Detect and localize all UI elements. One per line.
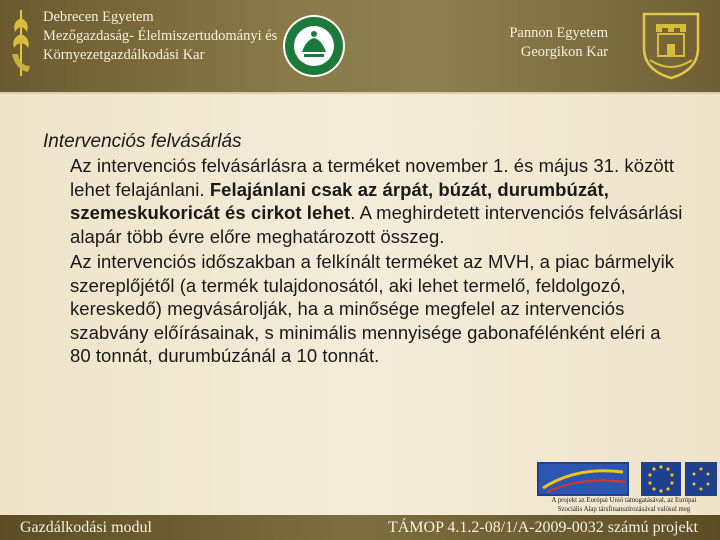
paragraph-1-part-2: . A meghirdetett intervenciós felvásárlási alapár több évre előre meghatározott összeg.: [70, 202, 683, 247]
eu-logos: [537, 462, 717, 496]
footer-band: [0, 515, 720, 540]
debrecen-university-logo: [6, 8, 36, 78]
paragraph-1-bold: Felajánlani csak az árpát, búzát, durumbúzát, szemeskukoricát és cirkot lehet: [70, 178, 609, 223]
uj-magyarorszag-logo: [537, 462, 629, 496]
eu-caption: [530, 497, 718, 514]
right-line-1: Pannon Egyetem: [509, 25, 608, 41]
paragraph-1: [70, 154, 683, 248]
footer-module-name: Gazdálkodási modul: [20, 519, 152, 536]
footer-project-id: TÁMOP 4.1.2-08/1/A-2009-0032 számú projekt: [387, 519, 698, 536]
eu-caption-line-1: A projekt az Európai Unió támogatásával, az Európai: [551, 497, 697, 504]
header-band: [0, 0, 720, 92]
header-divider: [0, 92, 720, 94]
right-institution-text: [509, 24, 608, 62]
left-line-2: Mezőgazdaság- Élelmiszertudományi és: [43, 28, 278, 44]
georgikon-crest-icon: [636, 8, 706, 82]
eu-flag-logo: [641, 462, 681, 496]
left-line-3: Környezetgazdálkodási Kar: [43, 47, 205, 63]
content-area: [43, 130, 683, 368]
esf-flag-logo: [685, 462, 717, 496]
paragraph-2: Az intervenciós időszakban a felkínált terméket az MVH, a piac bármelyik szereplőjétől (a termék tulajdonosától, aki lehet termelő, feldolgozó, kereskedő) megvásárolják, ha a minősége megfelel az intervenciós szabvány előírásainak, s minimális mennyisége gabonafélénként eléri a 80 tonnát, durumbúzánál a 10 tonnát.: [70, 251, 675, 366]
faculty-seal-icon: [282, 14, 346, 78]
left-institution-text: [43, 8, 277, 65]
left-line-1: Debrecen Egyetem: [43, 9, 154, 25]
paragraph-1-part-1: Az intervenciós felvásárlásra a terméket november 1. és május 31. között lehet felajánlani.: [70, 155, 675, 200]
slide-heading: Intervenciós felvásárlás: [43, 131, 242, 152]
eu-caption-line-2: Szociális Alap társfinanszírozásával valósul meg: [557, 505, 691, 513]
right-line-2: Georgikon Kar: [520, 44, 608, 60]
